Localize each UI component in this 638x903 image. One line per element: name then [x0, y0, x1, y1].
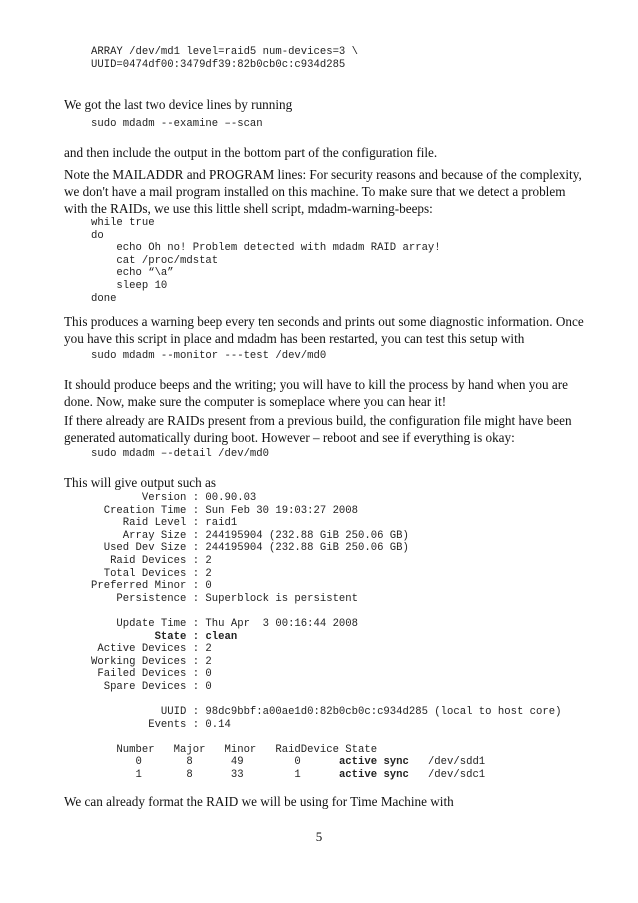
paragraph: Note the MAILADDR and PROGRAM lines: For security reasons and because of the complexity, we don't have a mail program installed on this machine. To make sure that we detect a problem with the RAIDs, we use this little shell script, mdadm-warning-beeps: — [64, 167, 582, 216]
code-line: sudo mdadm --examine –-scan — [91, 118, 263, 130]
output-line: Update Time : Thu Apr 3 00:16:44 2008 — [91, 617, 359, 630]
device-path: /dev/sdd1 — [408, 756, 486, 769]
code-line: ARRAY /dev/md1 level=raid5 num-devices=3 \ — [91, 46, 359, 58]
code-line: echo “\a” — [91, 267, 174, 280]
output-line: Working Devices : 2 — [91, 655, 212, 668]
output-line: Preferred Minor : 0 — [91, 580, 212, 593]
code-line: sudo mdadm --monitor ---test /dev/md0 — [91, 350, 327, 362]
paragraph: and then include the output in the bottom part of the configuration file. — [64, 145, 438, 160]
code-detail — [91, 448, 269, 461]
code-line: do — [91, 229, 104, 242]
paragraph: This produces a warning beep every ten seconds and prints out some diagnostic information. Once you have this script in place and mdadm has been restarted, you can test this setup with — [64, 314, 584, 346]
output-line: Raid Devices : 2 — [91, 554, 212, 567]
output-line: Raid Level : raid1 — [91, 517, 238, 530]
mdadm-detail-output — [91, 492, 561, 782]
device-state: active sync — [338, 756, 409, 769]
code-line: while true — [91, 217, 155, 229]
code-monitor — [91, 350, 326, 363]
output-line: Used Dev Size : 244195904 (232.88 GiB 250.06 GB) — [91, 542, 409, 555]
output-line: Array Size : 244195904 (232.88 GiB 250.06 GB) — [91, 529, 409, 542]
code-examine — [91, 118, 263, 131]
code-line: UUID=0474df00:3479df39:82b0cb0c:c934d285 — [91, 58, 346, 71]
device-state: active sync — [338, 769, 409, 782]
output-line: Persistence : Superblock is persistent — [91, 592, 359, 605]
paragraph: This will give output such as — [64, 475, 217, 490]
paragraph: It should produce beeps and the writing; you will have to kill the process by hand when you are done. Now, make sure the computer is someplace where you can hear it! — [64, 377, 568, 409]
state-label: State : — [91, 630, 206, 643]
code-line: echo Oh no! Problem detected with mdadm RAID array! — [91, 242, 441, 255]
output-line: Active Devices : 2 — [91, 643, 212, 656]
code-line: sleep 10 — [91, 279, 168, 292]
device-row: 1 8 33 1 — [91, 769, 339, 782]
output-line: Total Devices : 2 — [91, 567, 212, 580]
output-line: UUID : 98dc9bbf:a00ae1d0:82b0cb0c:c934d285 (local to host core) — [91, 706, 562, 719]
state-value: clean — [205, 630, 238, 643]
code-array-config — [91, 46, 358, 71]
output-line: Events : 0.14 — [91, 718, 231, 731]
output-line: Failed Devices : 0 — [91, 668, 212, 681]
code-line: sudo mdadm –-detail /dev/md0 — [91, 448, 270, 460]
code-shell-script — [91, 217, 441, 305]
output-line: Creation Time : Sun Feb 30 19:03:27 2008 — [91, 504, 359, 517]
device-table-header: Number Major Minor RaidDevice State — [91, 743, 378, 756]
output-line: Version : 00.90.03 — [91, 492, 257, 504]
output-line: Spare Devices : 0 — [91, 680, 212, 693]
device-path: /dev/sdc1 — [408, 769, 486, 782]
device-row: 0 8 49 0 — [91, 756, 339, 769]
paragraph: We got the last two device lines by running — [64, 97, 293, 112]
paragraph: We can already format the RAID we will be using for Time Machine with — [64, 794, 454, 809]
paragraph: If there already are RAIDs present from a previous build, the configuration file might have been generated automatically during boot. However – reboot and see if everything is okay: — [64, 413, 572, 445]
page-number: 5 — [315, 829, 323, 844]
code-line: done — [91, 292, 117, 305]
code-line: cat /proc/mdstat — [91, 254, 219, 267]
